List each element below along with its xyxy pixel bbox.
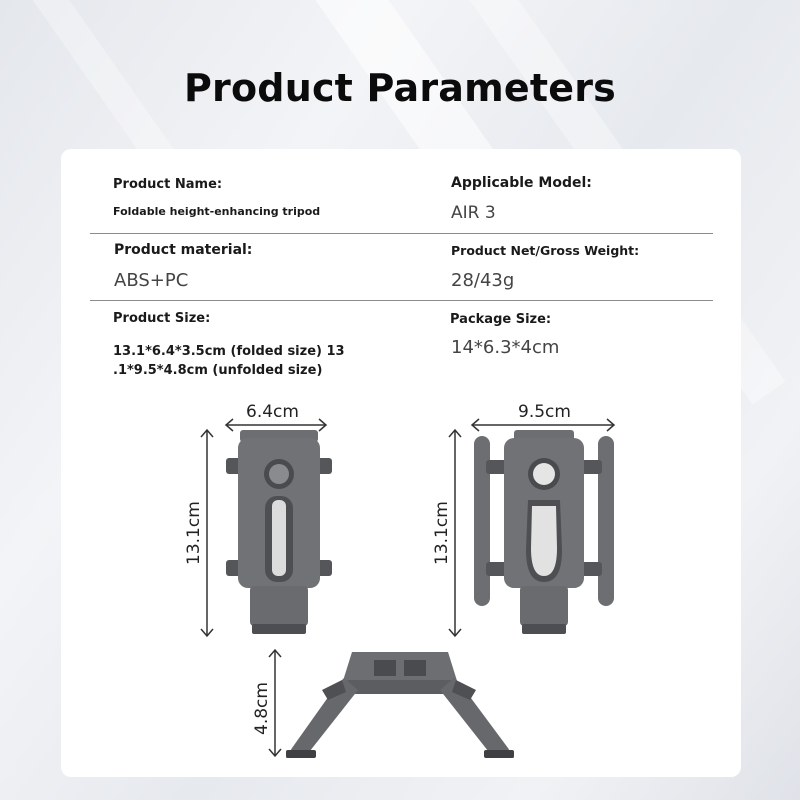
unfolded-width-label: 9.5cm (518, 402, 571, 422)
weight-value: 28/43g (451, 270, 515, 291)
material-value: ABS+PC (114, 270, 189, 291)
folded-height-label: 13.1cm (184, 501, 204, 565)
model-value: AIR 3 (451, 203, 496, 223)
product-name-value: Foldable height-enhancing tripod (113, 205, 321, 218)
size-label: Product Size: (113, 311, 211, 326)
size-value-line1: 13.1*6.4*3.5cm (folded size) 13 (113, 344, 345, 359)
weight-label: Product Net/Gross Weight: (451, 243, 640, 258)
page-title: Product Parameters (184, 66, 616, 110)
unfolded-height-label: 13.1cm (432, 501, 452, 565)
side-height-label: 4.8cm (252, 682, 272, 735)
product-name-label: Product Name: (113, 177, 223, 192)
model-label: Applicable Model: (451, 175, 592, 191)
package-value: 14*6.3*4cm (451, 337, 560, 358)
package-label: Package Size: (450, 312, 552, 327)
side-tripod-illustration (282, 650, 522, 770)
folded-width-label: 6.4cm (246, 402, 299, 422)
size-value-line2: .1*9.5*4.8cm (unfolded size) (113, 363, 323, 378)
material-label: Product material: (114, 242, 253, 258)
